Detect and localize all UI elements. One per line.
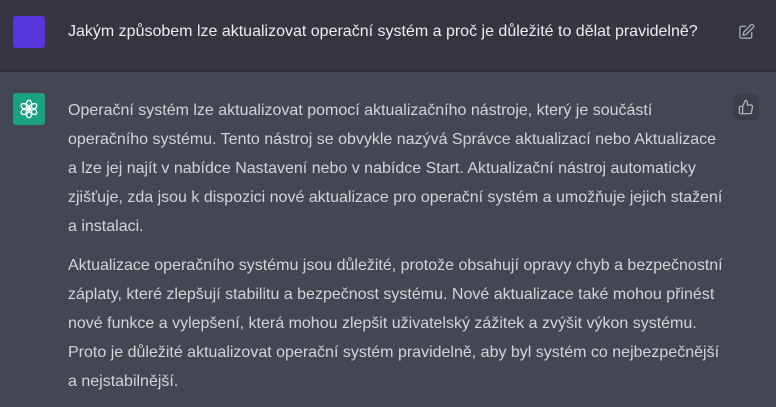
user-message-text: Jakým způsobem lze aktualizovat operační systém a proč je důležité to dělat pravidelně? — [68, 23, 698, 40]
assistant-paragraph-2: Aktualizace operačního systému jsou důležité, protože obsahují opravy chyb a bezpečnostní záplaty, které zlepšují stabilitu a bezpečnost systému. Nové aktualizace také mohou přinést nové funkce a vylepšení, která mohou zlepšit uživatelský zážitek a zvýšit výkon systému. Proto je důležité aktualizovat operační systém pravidelně, aby byl systém co nejbezpečnější a nejstabilnější. — [68, 257, 723, 390]
thumbs-up-button[interactable] — [733, 94, 759, 120]
assistant-message-actions — [733, 93, 762, 120]
assistant-avatar — [13, 93, 45, 125]
user-message-row — [0, 0, 776, 72]
edit-icon — [737, 22, 756, 41]
user-message-actions — [736, 16, 762, 41]
assistant-message-row — [0, 72, 776, 407]
assistant-message-text — [68, 96, 726, 396]
thumbs-up-icon — [738, 99, 754, 115]
openai-logo-icon — [18, 98, 40, 120]
assistant-paragraph-1: Operační systém lze aktualizovat pomocí aktualizačního nástroje, který je součástí operačního systému. Tento nástroj se obvykle nazývá Správce aktualizací nebo Aktualizace a lze jej najít v nabídce Nastavení nebo v nabídce Start. Aktualizační nástroj automaticky zjišťuje, zda jsou k dispozici nové aktualizace pro operační systém a umožňuje jejich stažení a instalaci. — [68, 102, 723, 235]
edit-message-button[interactable] — [736, 21, 756, 41]
user-avatar — [13, 16, 45, 48]
